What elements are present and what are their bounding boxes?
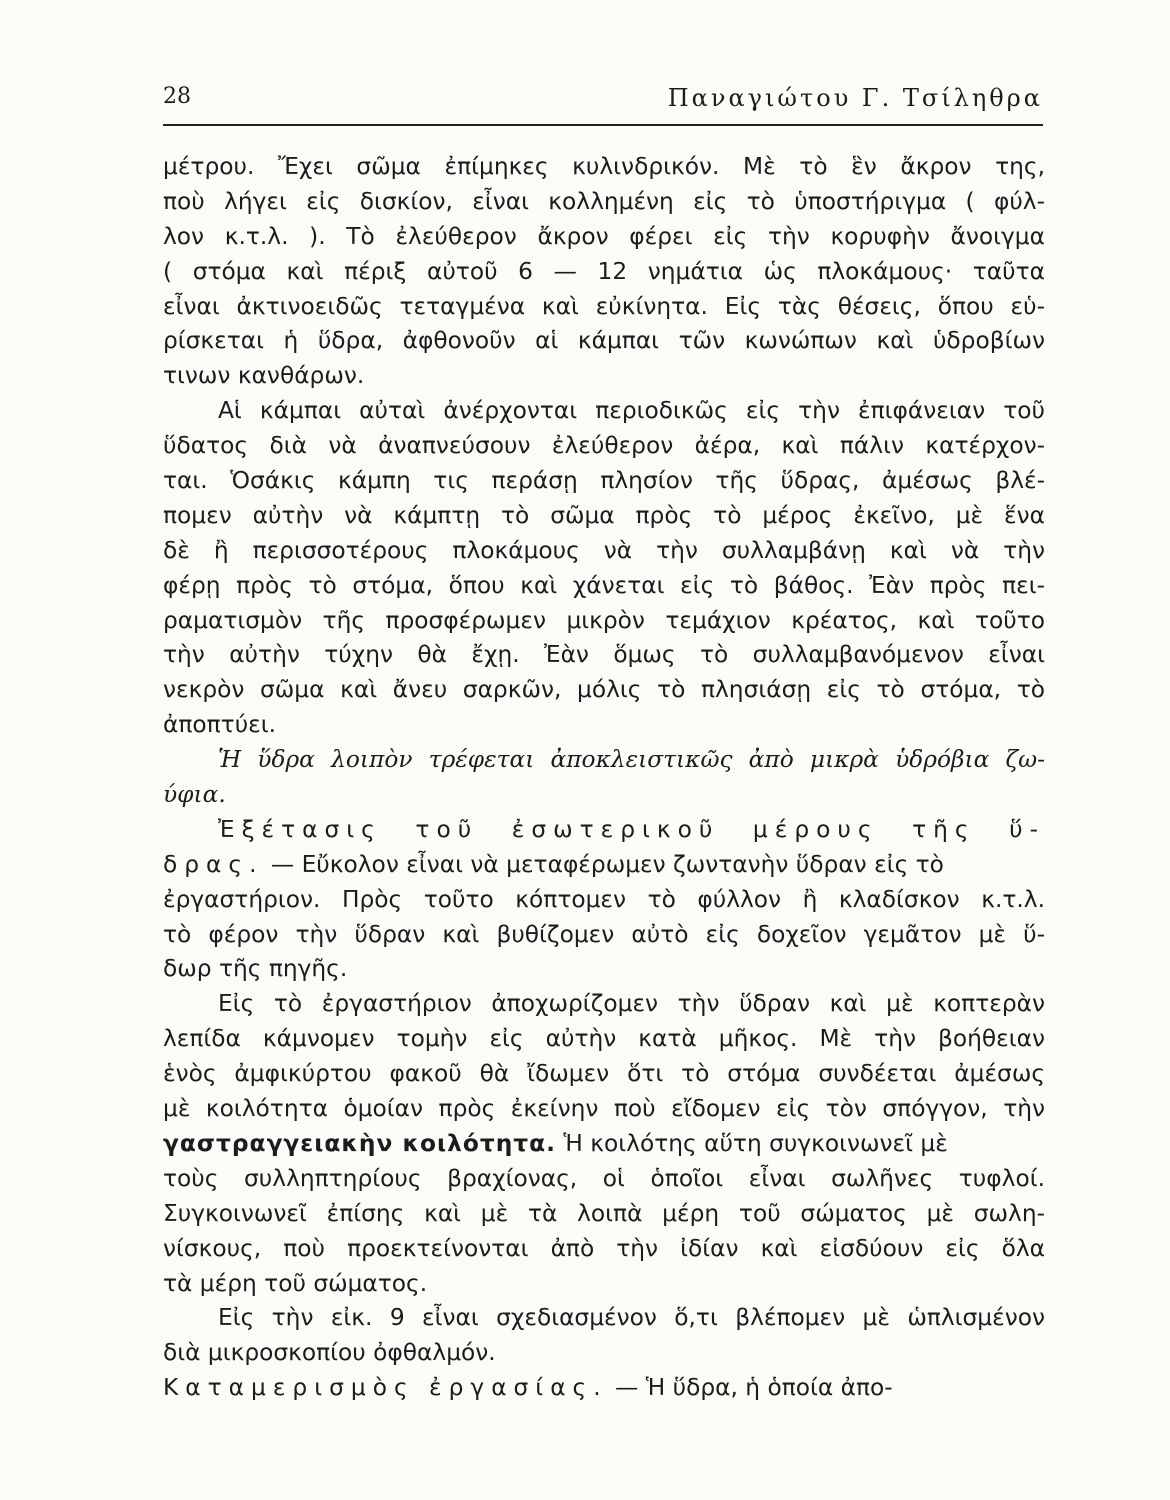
text-line: τινων κανθάρων.: [163, 362, 365, 390]
section-heading-end: δρας.: [163, 850, 264, 878]
text-line: ται. Ὁσάκις κάμπη τις περάσῃ πλησίον τῆς ὕδρας, ἀμέσως βλέ-: [163, 467, 1045, 495]
text-line: ( στόμα καὶ πέριξ αὐτοῦ 6 — 12 νημάτια ὡς πλοκάμους· ταῦτα: [163, 257, 1045, 285]
page-header: [163, 84, 1043, 124]
text-line: τὸ φέρον τὴν ὕδραν καὶ βυθίζομεν αὐτὸ εἰς δοχεῖον γεμᾶτον μὲ ὕ-: [163, 920, 1045, 948]
text-line: πομεν αὐτὴν νὰ κάμπτῃ τὸ σῶμα πρὸς τὸ μέρος ἐκεῖνο, μὲ ἕνα: [163, 501, 1045, 529]
text-line: τὴν αὐτὴν τύχην θὰ ἔχῃ. Ἐὰν ὅμως τὸ συλλαμβανόμενον εἶναι: [163, 641, 1045, 669]
section-heading: Ἐξέτασις τοῦ ἐσωτερικοῦ μέρους τῆς ὕ-: [218, 815, 1045, 843]
text-line: Εἰς τὸ ἐργαστήριον ἀποχωρίζομεν τὴν ὕδραν καὶ μὲ κοπτερὰν: [218, 990, 1045, 1018]
running-head: Παναγιώτου Γ. Τσίληθρα: [667, 84, 1043, 112]
text-line: φέρῃ πρὸς τὸ στόμα, ὅπου καὶ χάνεται εἰς τὸ βάθος. Ἐὰν πρὸς πει-: [163, 571, 1045, 599]
text-line: ρίσκεται ἡ ὕδρα, ἀφθονοῦν αἱ κάμπαι τῶν κωνώπων καὶ ὑδροβίων: [163, 327, 1045, 355]
text-line: νεκρὸν σῶμα καὶ ἄνευ σαρκῶν, μόλις τὸ πλησιάσῃ εἰς τὸ στόμα, τὸ: [163, 676, 1045, 704]
text-line: Αἱ κάμπαι αὐταὶ ἀνέρχονται περιοδικῶς εἰς τὴν ἐπιφάνειαν τοῦ: [218, 397, 1045, 425]
text-line: νίσκους, ποὺ προεκτείνονται ἀπὸ τὴν ἰδίαν καὶ εἰσδύουν εἰς ὅλα: [163, 1234, 1045, 1262]
section-heading: Καταμερισμὸς ἐργασίας.: [163, 1374, 608, 1402]
text-span: — Ἡ ὕδρα, ἡ ὁποία ἀπο-: [607, 1374, 893, 1402]
text-line: ραματισμὸν τῆς προσφέρωμεν μικρὸν τεμάχιον κρέατος, καὶ τοῦτο: [163, 606, 1045, 634]
italic-line: ύφια.: [163, 781, 226, 809]
italic-line: Ἡ ὕδρα λοιπὸν τρέφεται ἀποκλειστικῶς ἀπὸ μικρὰ ὑδρόβια ζω-: [218, 746, 1045, 774]
text-line: τοὺς συλληπτηρίους βραχίονας, οἱ ὁποῖοι εἶναι σωλῆνες τυφλοί.: [163, 1164, 1045, 1192]
text-line: λεπίδα κάμνομεν τομὴν εἰς αὐτὴν κατὰ μῆκος. Μὲ τὴν βοήθειαν: [163, 1025, 1045, 1053]
text-line: ἐργαστήριον. Πρὸς τοῦτο κόπτομεν τὸ φύλλον ἢ κλαδίσκον κ.τ.λ.: [163, 885, 1045, 913]
text-line: εἶναι ἀκτινοειδῶς τεταγμένα καὶ εὐκίνητα. Εἰς τὰς θέσεις, ὅπου εὑ-: [163, 292, 1045, 320]
text-line: ἑνὸς ἀμφικύρτου φακοῦ θὰ ἴδωμεν ὅτι τὸ στόμα συνδέεται ἀμέσως: [163, 1060, 1045, 1088]
text-line: ὕδατος διὰ νὰ ἀναπνεύσουν ἐλεύθερον ἀέρα, καὶ πάλιν κατέρχον-: [163, 432, 1045, 460]
text-line: δωρ τῆς πηγῆς.: [163, 955, 348, 983]
text-line: μὲ κοιλότητα ὁμοίαν πρὸς ἐκείνην ποὺ εἴδομεν εἰς τὸν σπόγγον, τὴν: [163, 1095, 1045, 1123]
text-line: ποὺ λήγει εἰς δισκίον, εἶναι κολλημένη εἰς τὸ ὑποστήριγμα ( φύλ-: [163, 187, 1045, 215]
text-line: [163, 1127, 1045, 1162]
text-line: δὲ ἢ περισσοτέρους πλοκάμους νὰ τὴν συλλαμβάνῃ καὶ νὰ τὴν: [163, 536, 1045, 564]
text-span: Ἡ κοιλότης αὕτη συγκοινωνεῖ μὲ: [556, 1129, 948, 1157]
text-line: ἀποπτύει.: [163, 711, 277, 739]
text-line: λον κ.τ.λ. ). Τὸ ἐλεύθερον ἄκρον φέρει εἰς τὴν κορυφὴν ἄνοιγμα: [163, 222, 1045, 250]
text-line: [163, 848, 1045, 883]
text-line: μέτρου. Ἔχει σῶμα ἐπίμηκες κυλινδρικόν. Μὲ τὸ ἓν ἄκρον της,: [163, 153, 1045, 180]
bold-term: γαστραγγειακὴν κοιλότητα.: [163, 1129, 557, 1157]
page-number: 28: [163, 84, 191, 109]
text-line: Συγκοινωνεῖ ἐπίσης καὶ μὲ τὰ λοιπὰ μέρη τοῦ σώματος μὲ σωλη-: [163, 1199, 1045, 1227]
text-line: διὰ μικροσκοπίου ὀφθαλμόν.: [163, 1339, 496, 1367]
text-line: [163, 1371, 1045, 1406]
header-rule: [163, 124, 1043, 126]
text-line: τὰ μέρη τοῦ σώματος.: [163, 1269, 428, 1297]
body-text: [163, 150, 1045, 1406]
text-line: Εἰς τὴν εἰκ. 9 εἶναι σχεδιασμένον ὅ,τι βλέπομεν μὲ ὡπλισμένον: [218, 1304, 1045, 1332]
text-span: — Εὔκολον εἶναι νὰ μεταφέρωμεν ζωντανὴν ὕδραν εἰς τὸ: [263, 850, 944, 878]
